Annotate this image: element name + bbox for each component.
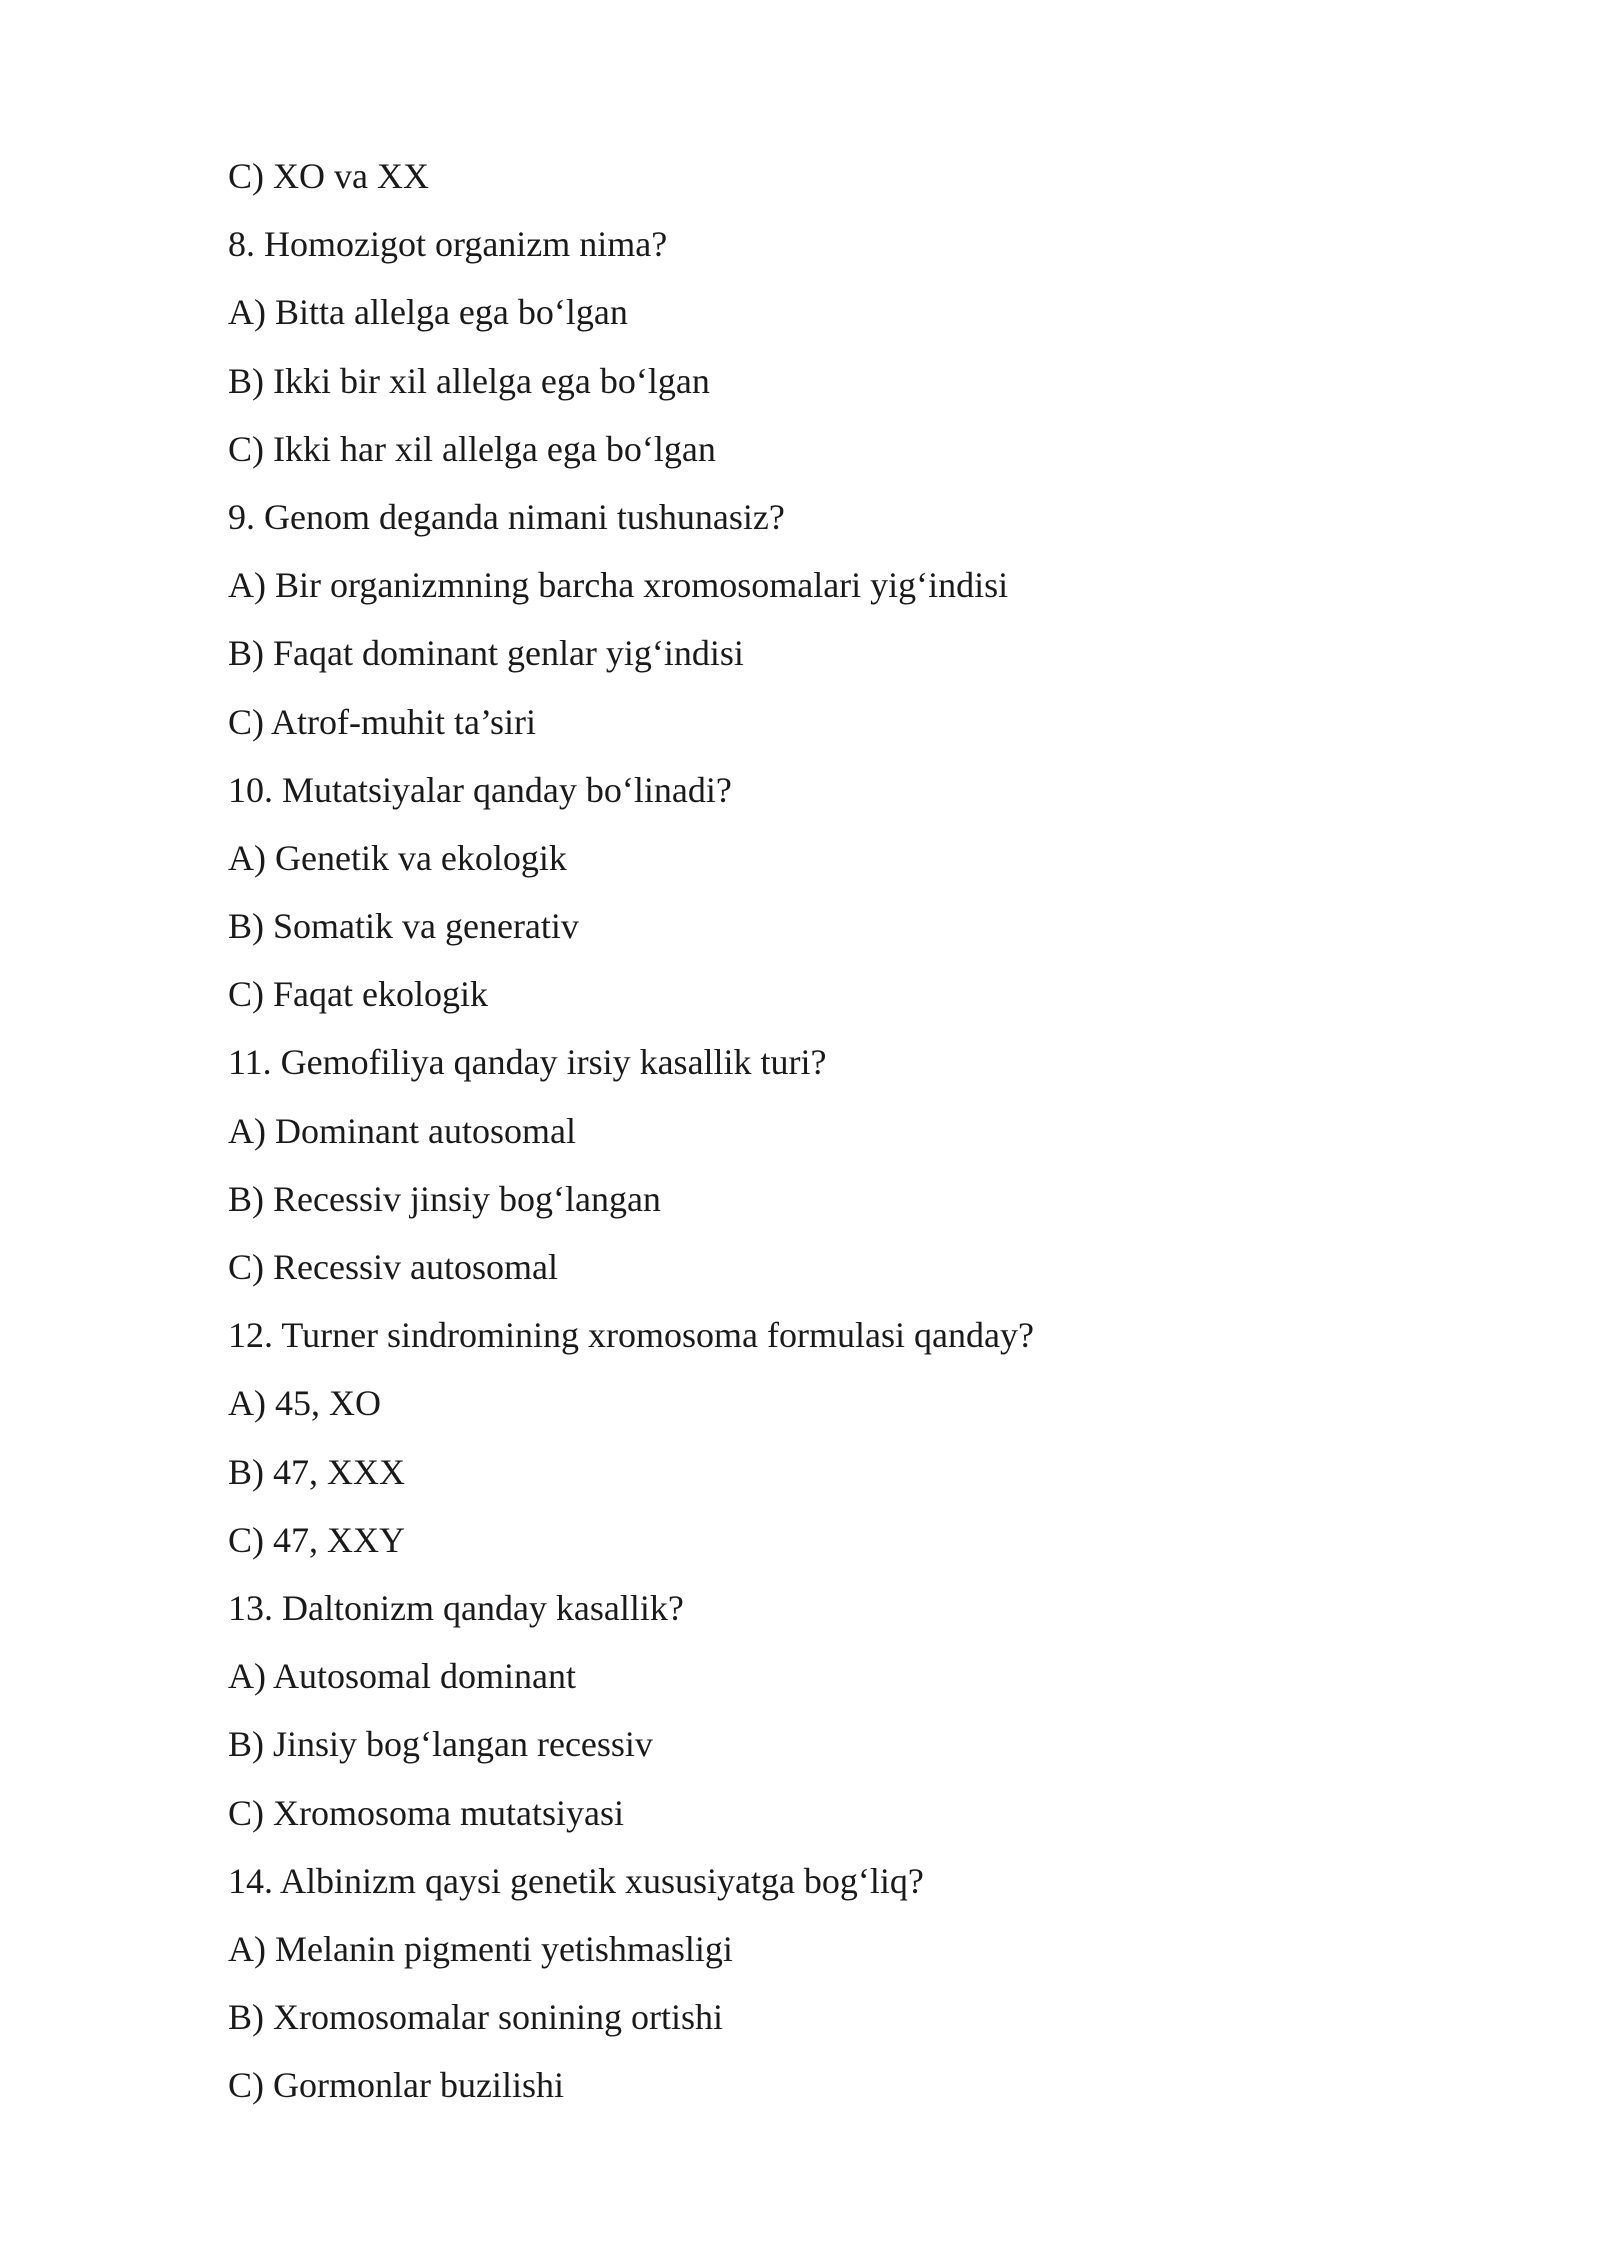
answer-option: C) Ikki har xil allelga ega bo‘lgan	[228, 428, 716, 469]
answer-option: A) Melanin pigmenti yetishmasligi	[228, 1928, 733, 1969]
answer-option: C) XO va XX	[228, 156, 429, 196]
answer-option: C) Atrof-muhit ta’siri	[228, 701, 536, 742]
answer-option: B) Xromosomalar sonining ortishi	[228, 1997, 723, 2038]
question-text: 9. Genom deganda nimani tushunasiz?	[228, 496, 785, 537]
question-list	[228, 148, 1428, 2125]
answer-option: C) Xromosoma mutatsiyasi	[228, 1792, 624, 1833]
answer-option: C) Recessiv autosomal	[228, 1247, 558, 1287]
answer-option: B) Faqat dominant genlar yig‘indisi	[228, 633, 744, 674]
answer-option: B) Ikki bir xil allelga ega bo‘lgan	[228, 360, 710, 401]
answer-option: B) Jinsiy bog‘langan recessiv	[228, 1724, 653, 1765]
question-text: 10. Mutatsiyalar qanday bo‘linadi?	[228, 769, 732, 810]
question-text: 11. Gemofiliya qanday irsiy kasallik turi?	[228, 1042, 827, 1083]
question-text: 14. Albinizm qaysi genetik xususiyatga bog‘liq?	[228, 1860, 924, 1901]
answer-option: A) Autosomal dominant	[228, 1656, 576, 1697]
answer-option: C) Faqat ekologik	[228, 974, 488, 1015]
question-text: 12. Turner sindromining xromosoma formulasi qanday?	[228, 1315, 1034, 1356]
answer-option: A) Dominant autosomal	[228, 1110, 576, 1151]
answer-option: A) 45, XO	[228, 1383, 381, 1424]
answer-option: A) Bitta allelga ega bo‘lgan	[228, 292, 628, 333]
answer-option: A) Genetik va ekologik	[228, 837, 567, 878]
question-text: 13. Daltonizm qanday kasallik?	[228, 1587, 684, 1628]
question-text: 8. Homozigot organizm nima?	[228, 224, 668, 265]
answer-option: C) 47, XXY	[228, 1519, 405, 1560]
answer-option: B) Somatik va generativ	[228, 906, 579, 947]
answer-option: B) 47, XXX	[228, 1451, 405, 1492]
answer-option: A) Bir organizmning barcha xromosomalari yig‘indisi	[228, 565, 1009, 606]
answer-option: B) Recessiv jinsiy bog‘langan	[228, 1178, 661, 1219]
answer-option: C) Gormonlar buzilishi	[228, 2065, 564, 2106]
